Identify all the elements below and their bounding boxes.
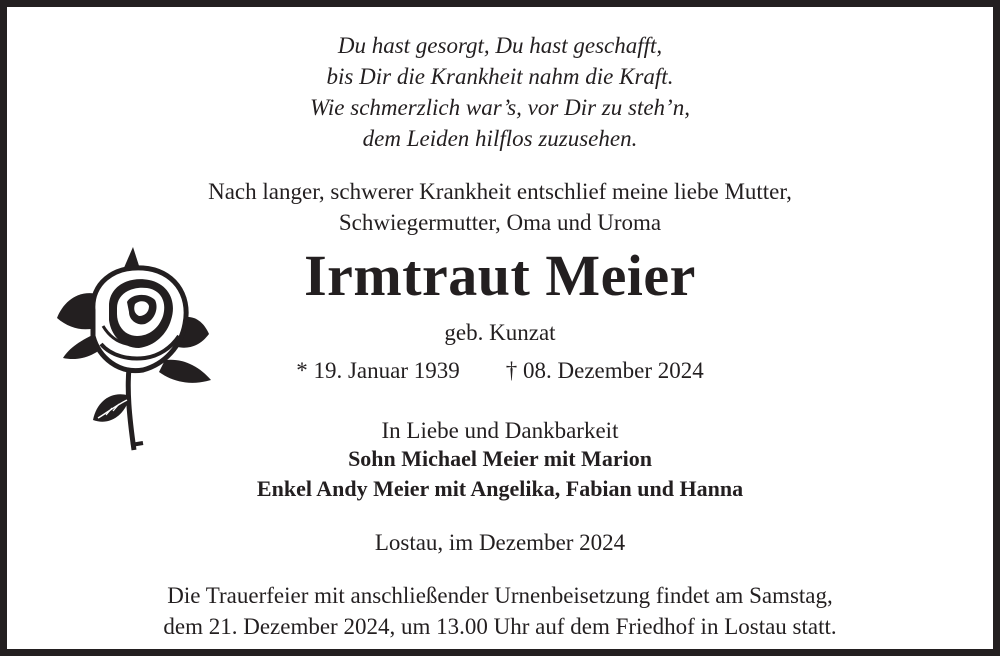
funeral-line-2: dem 21. Dezember 2024, um 13.00 Uhr auf dem Friedhof in Lostau statt. (163, 614, 837, 639)
poem-line-1: Du hast gesorgt, Du hast geschafft, (337, 33, 663, 58)
funeral-line-1: Die Trauerfeier mit anschließender Urnenbeisetzung findet am Samstag, (167, 583, 833, 608)
intro-line-2: Schwiegermutter, Oma und Uroma (338, 210, 662, 235)
mourner-line-2: Enkel Andy Meier mit Angelika, Fabian und Hanna (256, 476, 744, 501)
poem-line-3: Wie schmerzlich war’s, vor Dir zu steh’n, (310, 95, 690, 120)
poem-line-4: dem Leiden hilflos zuzusehen. (362, 126, 638, 151)
birth-date: * 19. Januar 1939 (296, 358, 460, 383)
mourners-intro: In Liebe und Dankbarkeit (381, 418, 619, 443)
mourner-line-1: Sohn Michael Meier mit Marion (348, 446, 652, 471)
intro-line-1: Nach langer, schwerer Krankheit entschlief meine liebe Mutter, (208, 179, 792, 204)
place-date: Lostau, im Dezember 2024 (374, 530, 626, 555)
birth-name: geb. Kunzat (444, 320, 556, 345)
death-date: † 08. Dezember 2024 (505, 358, 704, 383)
deceased-name: Irmtraut Meier (304, 243, 696, 308)
poem-line-2: bis Dir die Krankheit nahm die Kraft. (326, 64, 674, 89)
